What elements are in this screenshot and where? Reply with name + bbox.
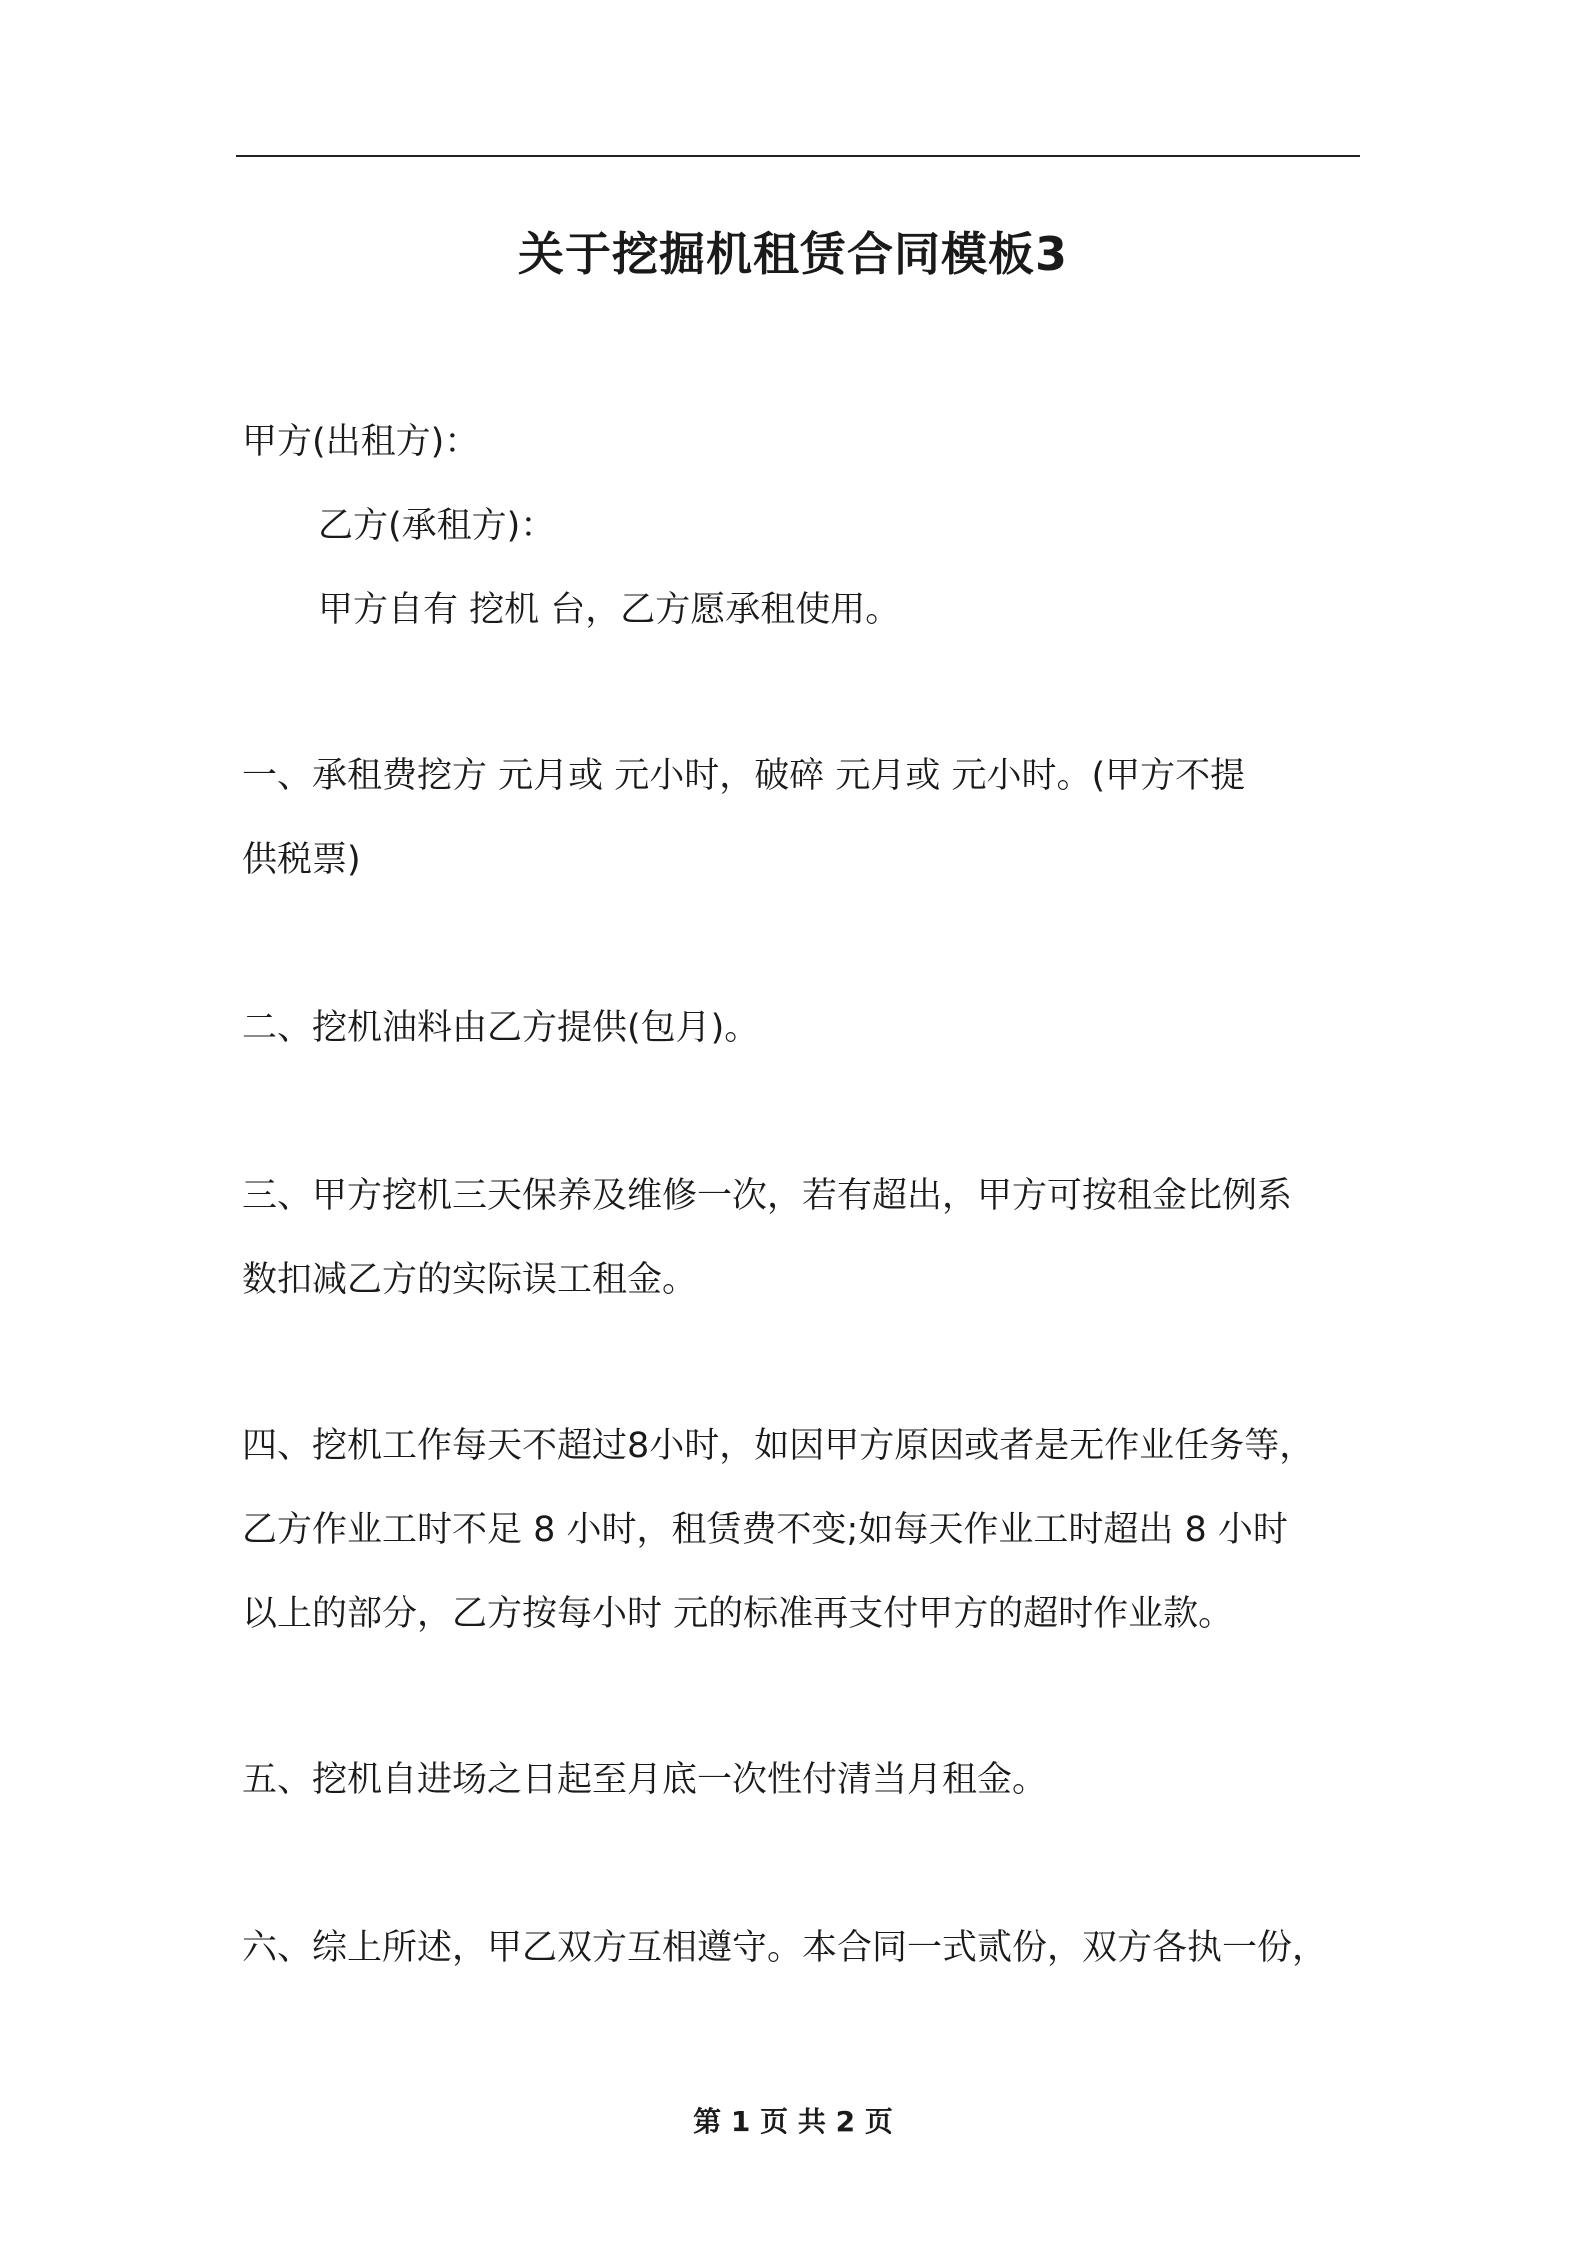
header-rule <box>236 155 1360 157</box>
clause-4-line-3: 以上的部分，乙方按每小时 元的标准再支付甲方的超时作业款。 <box>242 1594 1234 1634</box>
clause-1-line-1: 一、承租费挖方 元月或 元小时，破碎 元月或 元小时。(甲方不提 <box>242 756 1246 796</box>
clause-3-line-1: 三、甲方挖机三天保养及维修一次，若有超出，甲方可按租金比例系 <box>242 1176 1293 1216</box>
clause-6-line-1: 六、综上所述，甲乙双方互相遵守。本合同一式贰份，双方各执一份， <box>242 1928 1328 1968</box>
clause-4-line-1: 四、挖机工作每天不超过8小时，如因甲方原因或者是无作业任务等， <box>242 1426 1315 1466</box>
party-b-line: 乙方(承租方)： <box>318 506 556 546</box>
clause-5-line-1: 五、挖机自进场之日起至月底一次性付清当月租金。 <box>242 1760 1048 1800</box>
clause-3-line-2: 数扣减乙方的实际误工租金。 <box>242 1260 698 1300</box>
clause-2-line-1: 二、挖机油料由乙方提供(包月)。 <box>242 1008 760 1048</box>
clause-1-line-2: 供税票) <box>242 840 361 880</box>
clause-4-line-2: 乙方作业工时不足 8 小时，租赁费不变;如每天作业工时超出 8 小时 <box>242 1510 1288 1550</box>
intro-line: 甲方自有 挖机 台，乙方愿承租使用。 <box>318 590 901 630</box>
document-title: 关于挖掘机租赁合同模板3 <box>517 227 1068 281</box>
page-footer: 第 1 页 共 2 页 <box>693 2105 893 2138</box>
party-a-line: 甲方(出租方)： <box>242 422 480 462</box>
